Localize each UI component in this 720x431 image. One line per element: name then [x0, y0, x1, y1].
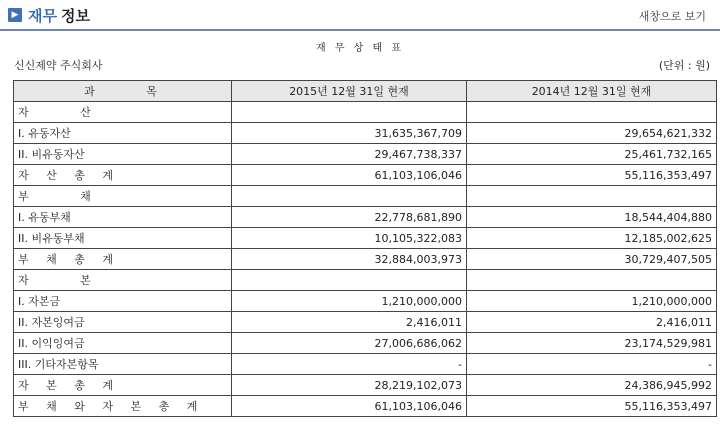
value-2015	[232, 102, 467, 123]
row-label: II. 이익잉여금	[14, 333, 232, 354]
new-window-link[interactable]: 새창으로 보기	[638, 10, 706, 23]
table-row	[14, 186, 717, 207]
table-row	[14, 291, 717, 312]
unit-label: (단위 : 원)	[658, 59, 710, 72]
row-label: 부 채 총 계	[14, 249, 232, 270]
section-header	[0, 0, 720, 32]
value-2014	[467, 270, 717, 291]
value-2014: 55,116,353,497	[467, 165, 717, 186]
value-2015: 29,467,738,337	[232, 144, 467, 165]
value-2014: 25,461,732,165	[467, 144, 717, 165]
value-2015: 1,210,000,000	[232, 291, 467, 312]
value-2014: 30,729,407,505	[467, 249, 717, 270]
value-2014: 23,174,529,981	[467, 333, 717, 354]
value-2015: 31,635,367,709	[232, 123, 467, 144]
row-label: II. 비유동자산	[14, 144, 232, 165]
table-row	[14, 375, 717, 396]
row-label: 자 본	[14, 270, 232, 291]
value-2015: 10,105,322,083	[232, 228, 467, 249]
value-2015: 61,103,106,046	[232, 165, 467, 186]
value-2014: -	[467, 354, 717, 375]
value-2014: 29,654,621,332	[467, 123, 717, 144]
value-2015: 27,006,686,062	[232, 333, 467, 354]
table-row	[14, 207, 717, 228]
value-2014	[467, 186, 717, 207]
table-row	[14, 249, 717, 270]
table-row	[14, 102, 717, 123]
value-2015: 22,778,681,890	[232, 207, 467, 228]
section-title	[28, 5, 90, 26]
table-header-row	[14, 81, 717, 102]
value-2015	[232, 270, 467, 291]
header-divider	[0, 29, 720, 31]
balance-sheet-table	[13, 80, 717, 417]
value-2014: 12,185,002,625	[467, 228, 717, 249]
row-label: 부 채	[14, 186, 232, 207]
section-title-blue: 재무	[28, 7, 57, 25]
row-label: II. 자본잉여금	[14, 312, 232, 333]
section-title-dark: 정보	[60, 7, 90, 25]
row-label: I. 유동부채	[14, 207, 232, 228]
document-title: 재 무 상 태 표	[315, 43, 404, 54]
value-2014: 55,116,353,497	[467, 396, 717, 417]
value-2015: 61,103,106,046	[232, 396, 467, 417]
row-label: 자 산 총 계	[14, 165, 232, 186]
value-2014: 1,210,000,000	[467, 291, 717, 312]
company-name: 신신제약 주식회사	[14, 59, 103, 72]
table-row	[14, 270, 717, 291]
table-row	[14, 228, 717, 249]
row-label: I. 유동자산	[14, 123, 232, 144]
value-2014: 2,416,011	[467, 312, 717, 333]
value-2015: 28,219,102,073	[232, 375, 467, 396]
value-2014: 24,386,945,992	[467, 375, 717, 396]
column-header-subject: 과 목	[14, 81, 232, 102]
row-label: 자 산	[14, 102, 232, 123]
table-row	[14, 123, 717, 144]
value-2014: 18,544,404,880	[467, 207, 717, 228]
row-label: 부 채 와 자 본 총 계	[14, 396, 232, 417]
row-label: III. 기타자본항목	[14, 354, 232, 375]
column-header-2014: 2014년 12월 31일 현재	[467, 81, 717, 102]
table-row	[14, 396, 717, 417]
table-row	[14, 165, 717, 186]
row-label: 자 본 총 계	[14, 375, 232, 396]
column-header-2015: 2015년 12월 31일 현재	[232, 81, 467, 102]
table-row	[14, 354, 717, 375]
value-2014	[467, 102, 717, 123]
arrow-right-icon: ▶	[8, 8, 22, 22]
value-2015: 2,416,011	[232, 312, 467, 333]
table-row	[14, 333, 717, 354]
value-2015: -	[232, 354, 467, 375]
table-row	[14, 312, 717, 333]
value-2015: 32,884,003,973	[232, 249, 467, 270]
table-row	[14, 144, 717, 165]
row-label: II. 비유동부채	[14, 228, 232, 249]
row-label: I. 자본금	[14, 291, 232, 312]
value-2015	[232, 186, 467, 207]
